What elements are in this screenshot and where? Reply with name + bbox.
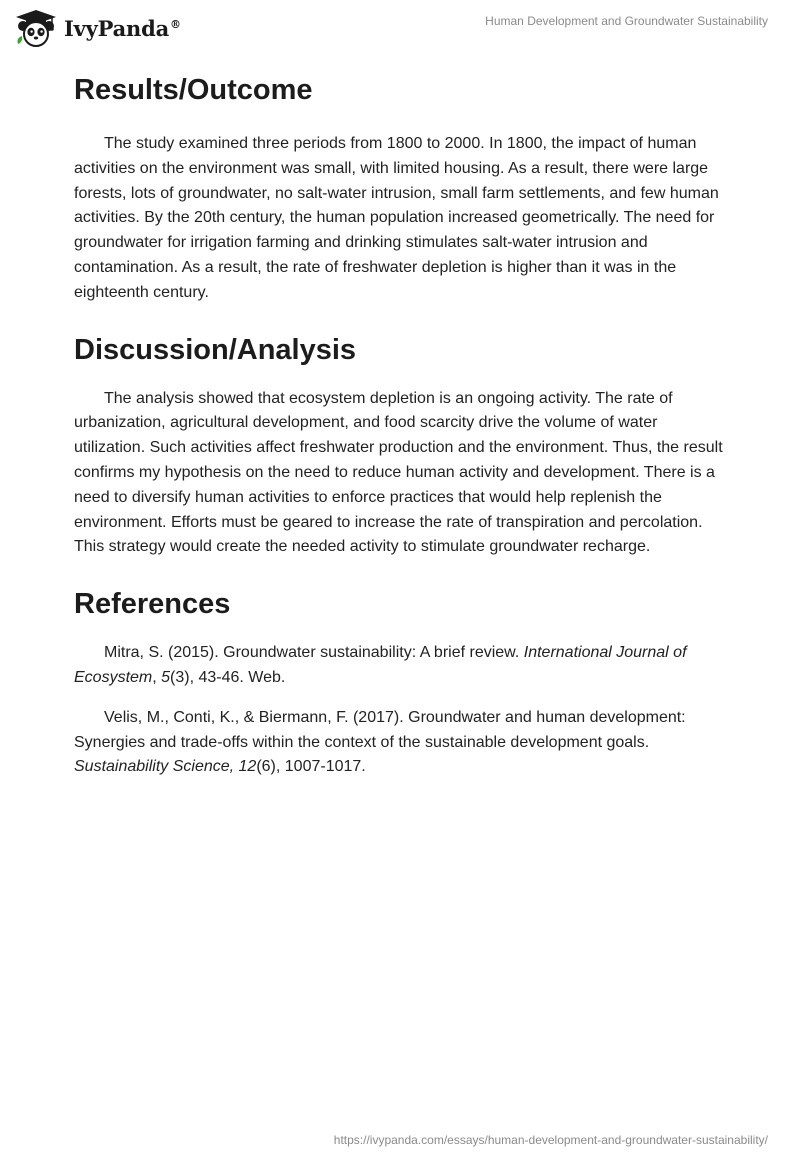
reference-journal: Sustainability Science, 12 <box>74 758 257 776</box>
page-header <box>0 0 800 60</box>
discussion-paragraph: The analysis showed that ecosystem depletion is an ongoing activity. The rate of urbanization, agricultural development, and food scarcity drive the volume of water utilization. Such activities affect freshwater production and the environment. Thus, the result confirms my hypothesis on the need to reduce human activity and development. There is a need to diversify human activities to enforce practices that would help replenish the environment. Efforts must be geared to increase the rate of transpiration and percolation. This strategy would create the needed activity to stimulate groundwater recharge. <box>74 389 723 556</box>
source-url-link[interactable]: https://ivypanda.com/essays/human-development-and-groundwater-sustainability/ <box>333 1133 768 1147</box>
essay-content <box>74 70 726 795</box>
ivypanda-logo[interactable] <box>14 8 181 48</box>
running-title: Human Development and Groundwater Sustainability <box>485 14 768 28</box>
results-paragraph: The study examined three periods from 1800 to 2000. In 1800, the impact of human activities on the environment was small, with limited housing. As a result, there were large forests, lots of groundwater, no salt-water intrusion, small farm settlements, and few human activities. By the 20th century, the human population increased geometrically. The need for groundwater for irrigation farming and drinking stimulates salt-water intrusion and contamination. As a result, the rate of freshwater depletion is higher than it was in the eighteenth century. <box>74 135 719 301</box>
logo-wordmark: IvyPanda® <box>64 15 181 41</box>
reference-item: Velis, M., Conti, K., & Biermann, F. (2017). Groundwater and human development: Synergies and trade-offs within the context of the sustainable development goals. Sustainability Science, 12(6), 1007-1017. <box>74 708 686 776</box>
results-heading: Results/Outcome <box>74 74 313 106</box>
panda-graduate-icon <box>14 8 58 48</box>
reference-volume: 5 <box>161 668 171 686</box>
reference-journal: International Journal of Ecosystem <box>74 644 687 686</box>
references-heading: References <box>74 588 231 621</box>
reference-list <box>74 641 726 780</box>
discussion-heading: Discussion/Analysis <box>74 333 357 366</box>
reference-item: Mitra, S. (2015). Groundwater sustainability: A brief review. International Journal of Ecosystem, 5(3), 43-46. Web. <box>74 644 687 686</box>
